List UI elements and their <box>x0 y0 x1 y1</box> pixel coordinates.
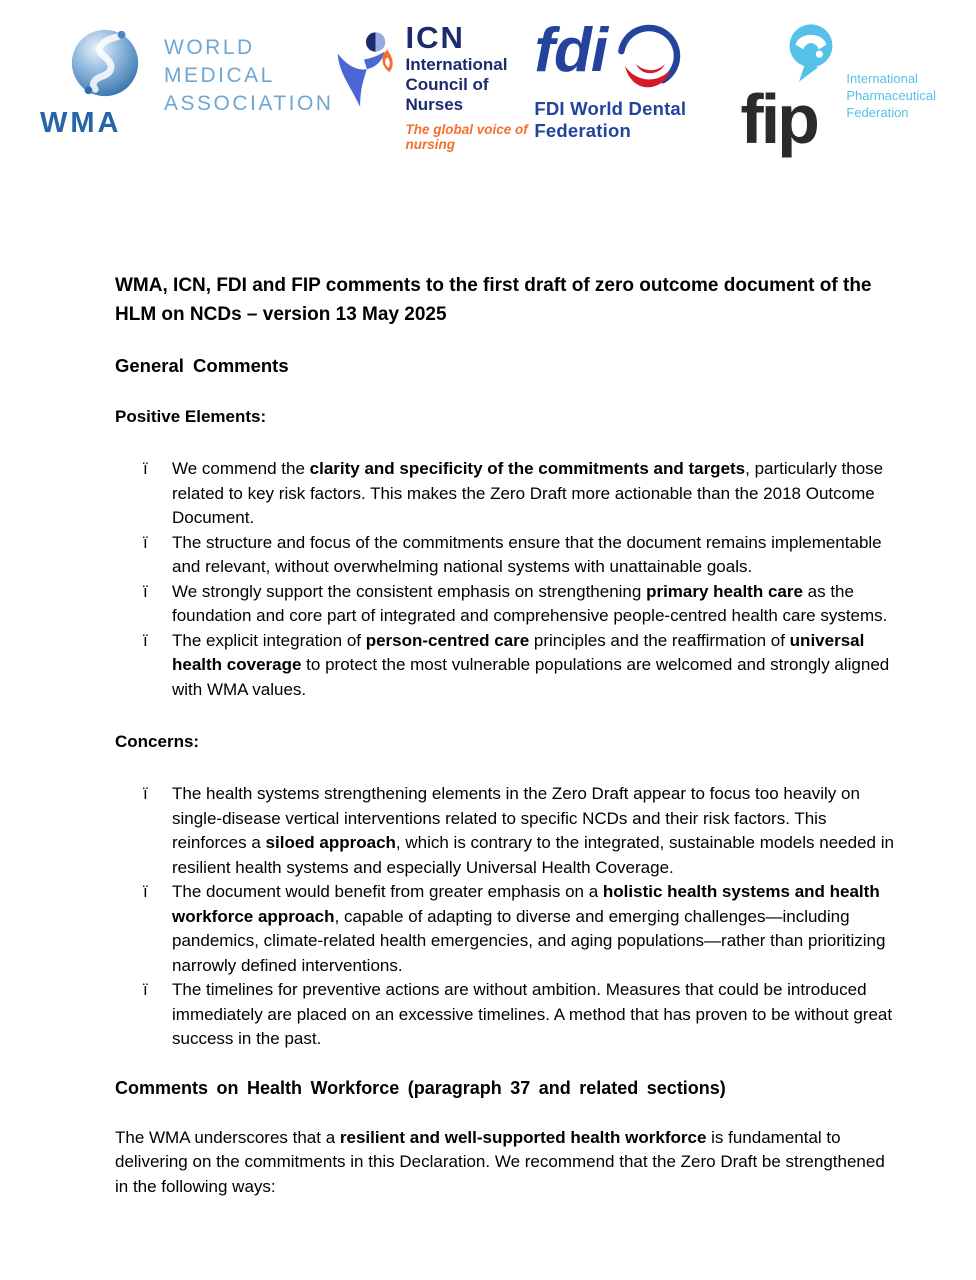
list-item-text: We strongly support the consistent emphasis on strengthening primary health care as the foundation and core part of integrated and comprehensive people-centred health care systems. <box>172 581 888 625</box>
fdi-logo <box>534 16 740 142</box>
bullet-marker: ï <box>143 980 148 999</box>
logo-header <box>0 0 976 158</box>
icn-text <box>405 22 534 152</box>
wma-name-line: ASSOCIATION <box>164 92 334 115</box>
icn-tagline: The global voice of nursing <box>405 121 528 152</box>
wma-name-line: WORLD <box>164 36 255 59</box>
fip-bubble-icon <box>782 22 840 84</box>
wma-name <box>164 22 333 118</box>
wma-logo <box>40 22 333 138</box>
list-item-text: The timelines for preventive actions are without ambition. Measures that could be introduced immediately are placed on an excessive timelines. A method that has proven to be without great success in the past. <box>172 980 893 1048</box>
positive-bullets-list <box>115 457 900 702</box>
bullet-marker: ï <box>143 581 148 601</box>
document-title: WMA, ICN, FDI and FIP comments to the first draft of zero outcome document of the HLM on NCDs – version 13 May 2025 <box>115 275 872 325</box>
list-item-text: We commend the clarity and specificity of the commitments and targets, particularly those related to key risk factors. This makes the Zero Draft more actionable than the 2018 Outcome Document. <box>172 459 884 527</box>
fip-name-line: Federation <box>846 105 909 120</box>
bullet-marker: ï <box>143 784 148 803</box>
list-item-text: The explicit integration of person-centred care principles and the reaffirmation of universal health coverage to protect the most vulnerable populations are welcomed and strongly aligned with WMA values. <box>172 630 890 699</box>
list-item <box>115 782 900 880</box>
list-item <box>115 531 900 580</box>
fip-acronym: fip <box>740 80 817 158</box>
bullet-marker: ï <box>143 630 148 650</box>
fdi-tagline: FDI World Dental Federation <box>534 98 687 141</box>
positive-elements-heading: Positive Elements: <box>115 407 267 426</box>
wma-acronym: WMA <box>40 107 122 139</box>
workforce-paragraph: The WMA underscores that a resilient and well-supported health workforce is fundamental to delivering on the commitments in this Declaration. We recommend that the Zero Draft be strengthened in the following ways: <box>115 1127 885 1196</box>
list-item <box>115 978 900 1052</box>
bullet-marker: ï <box>143 882 148 901</box>
health-workforce-heading: Comments on Health Workforce (paragraph 37 and related sections) <box>115 1077 726 1098</box>
icn-logo <box>333 22 534 152</box>
wma-logo-mark <box>40 22 148 138</box>
list-item-text: The health systems strengthening elements in the Zero Draft appear to focus too heavily on single-disease vertical interventions related to specific NCDs and their risk factors. This reinforces a siloed approach, which is contrary to the integrated, sustainable models needed in resilient health systems and especially Universal Health Coverage. <box>172 784 894 877</box>
icn-acronym: ICN <box>405 20 465 55</box>
general-comments-heading: General Comments <box>115 355 289 376</box>
fdi-swoosh-icon <box>611 18 687 94</box>
fip-name <box>846 70 936 121</box>
wma-name-line: MEDICAL <box>164 64 275 87</box>
list-item <box>115 457 900 531</box>
list-item <box>115 880 900 978</box>
fdi-acronym: fdi <box>534 16 608 85</box>
wma-globe-icon <box>66 24 144 102</box>
fdi-logo-mark <box>534 16 687 94</box>
list-item-text: The structure and focus of the commitments ensure that the document remains implementable and relevant, without overwhelming national systems with unattainable goals. <box>172 532 882 576</box>
fip-name-line: Pharmaceutical <box>846 88 936 103</box>
list-item <box>115 580 900 629</box>
list-item <box>115 629 900 703</box>
fip-logo <box>740 22 936 158</box>
bullet-marker: ï <box>143 532 148 552</box>
concerns-bullets-list <box>115 782 900 1052</box>
concerns-heading: Concerns: <box>115 732 200 751</box>
fip-logo-mark <box>740 22 844 158</box>
list-item-text: The document would benefit from greater emphasis on a holistic health systems and health workforce approach, capable of adapting to diverse and emerging challenges—including pandemics, climate-related health emergencies, and aging populations—rather than prioritizing narrowly defined interventions. <box>172 882 886 975</box>
bullet-marker: ï <box>143 459 148 478</box>
fip-name-line: International <box>846 71 918 86</box>
icn-person-icon <box>333 30 395 116</box>
icn-name-line: International <box>405 54 508 74</box>
icn-name-line: Council of Nurses <box>405 74 489 114</box>
document-body <box>0 272 976 1199</box>
